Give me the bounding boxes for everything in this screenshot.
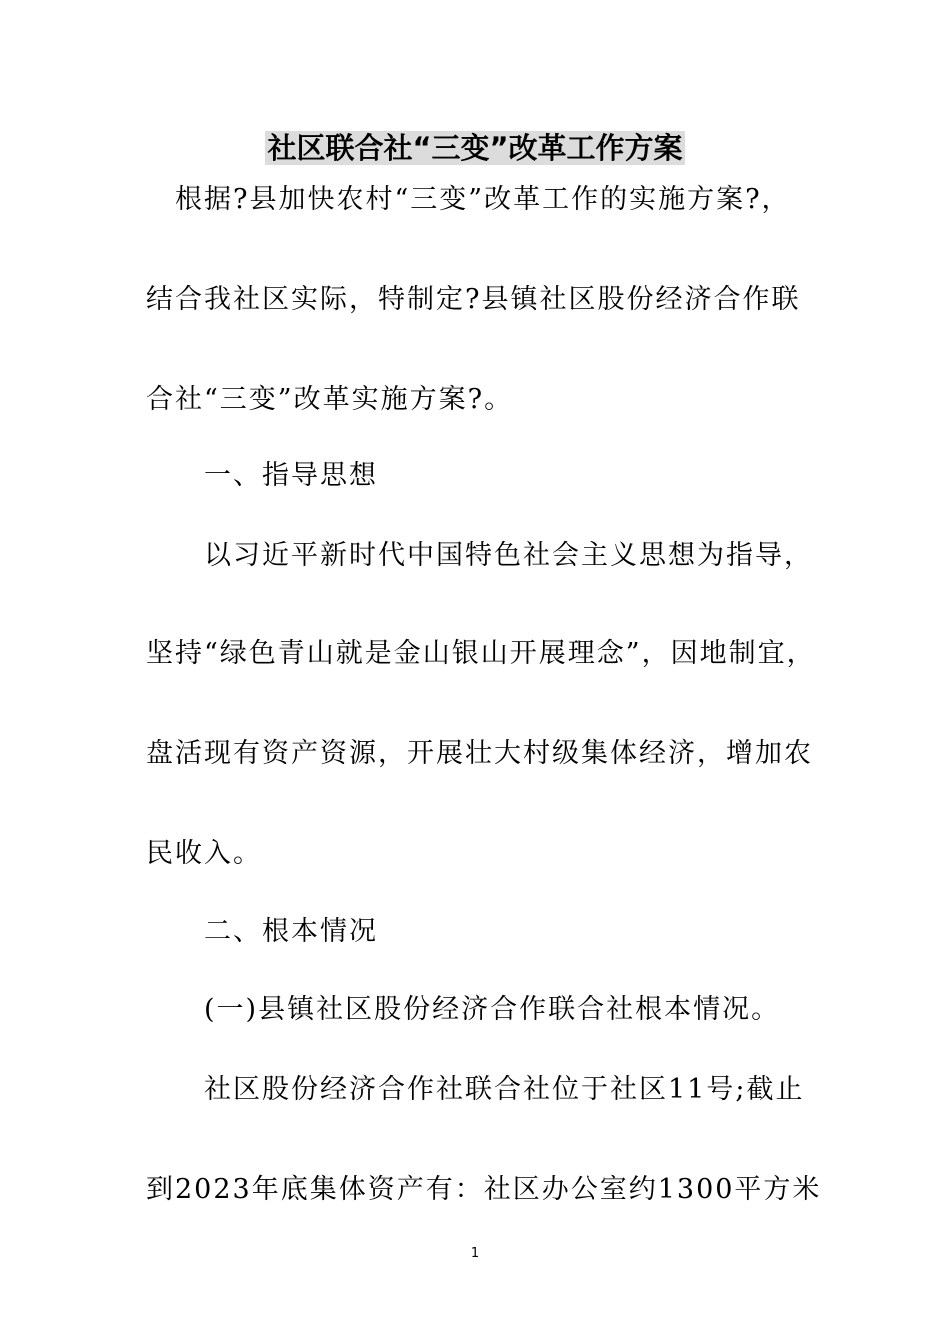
- paragraph-line: 以习近平新时代中国特色社会主义思想为指导，: [146, 540, 813, 571]
- paragraph-line: 结合我社区实际，特制定?县镇社区股份经济合作联: [146, 284, 801, 315]
- document-title-text: 社区联合社“三变”改革工作方案: [267, 131, 683, 165]
- section-heading: 一、指导思想: [146, 460, 378, 491]
- section-heading: 二、根本情况: [146, 916, 378, 947]
- paragraph-line: 到2023年底集体资产有：社区办公室约1300平方米: [146, 1174, 822, 1205]
- paragraph-line: 社区股份经济合作社联合社位于社区11号;截止: [146, 1074, 805, 1105]
- paragraph-line: 民收入。: [146, 838, 262, 869]
- document-title: [0, 128, 950, 168]
- page-number: 1: [470, 1246, 480, 1261]
- subsection-heading: (一)县镇社区股份经济合作联合社根本情况。: [146, 994, 781, 1025]
- paragraph-line: 坚持“绿色青山就是金山银山开展理念”，因地制宜，: [146, 638, 816, 669]
- paragraph-line: 根据?县加快农村“三变”改革工作的实施方案?，: [146, 184, 791, 215]
- paragraph-line: 合社“三变”改革实施方案?。: [146, 384, 514, 415]
- paragraph-line: 盘活现有资产资源，开展壮大村级集体经济，增加农: [146, 738, 813, 769]
